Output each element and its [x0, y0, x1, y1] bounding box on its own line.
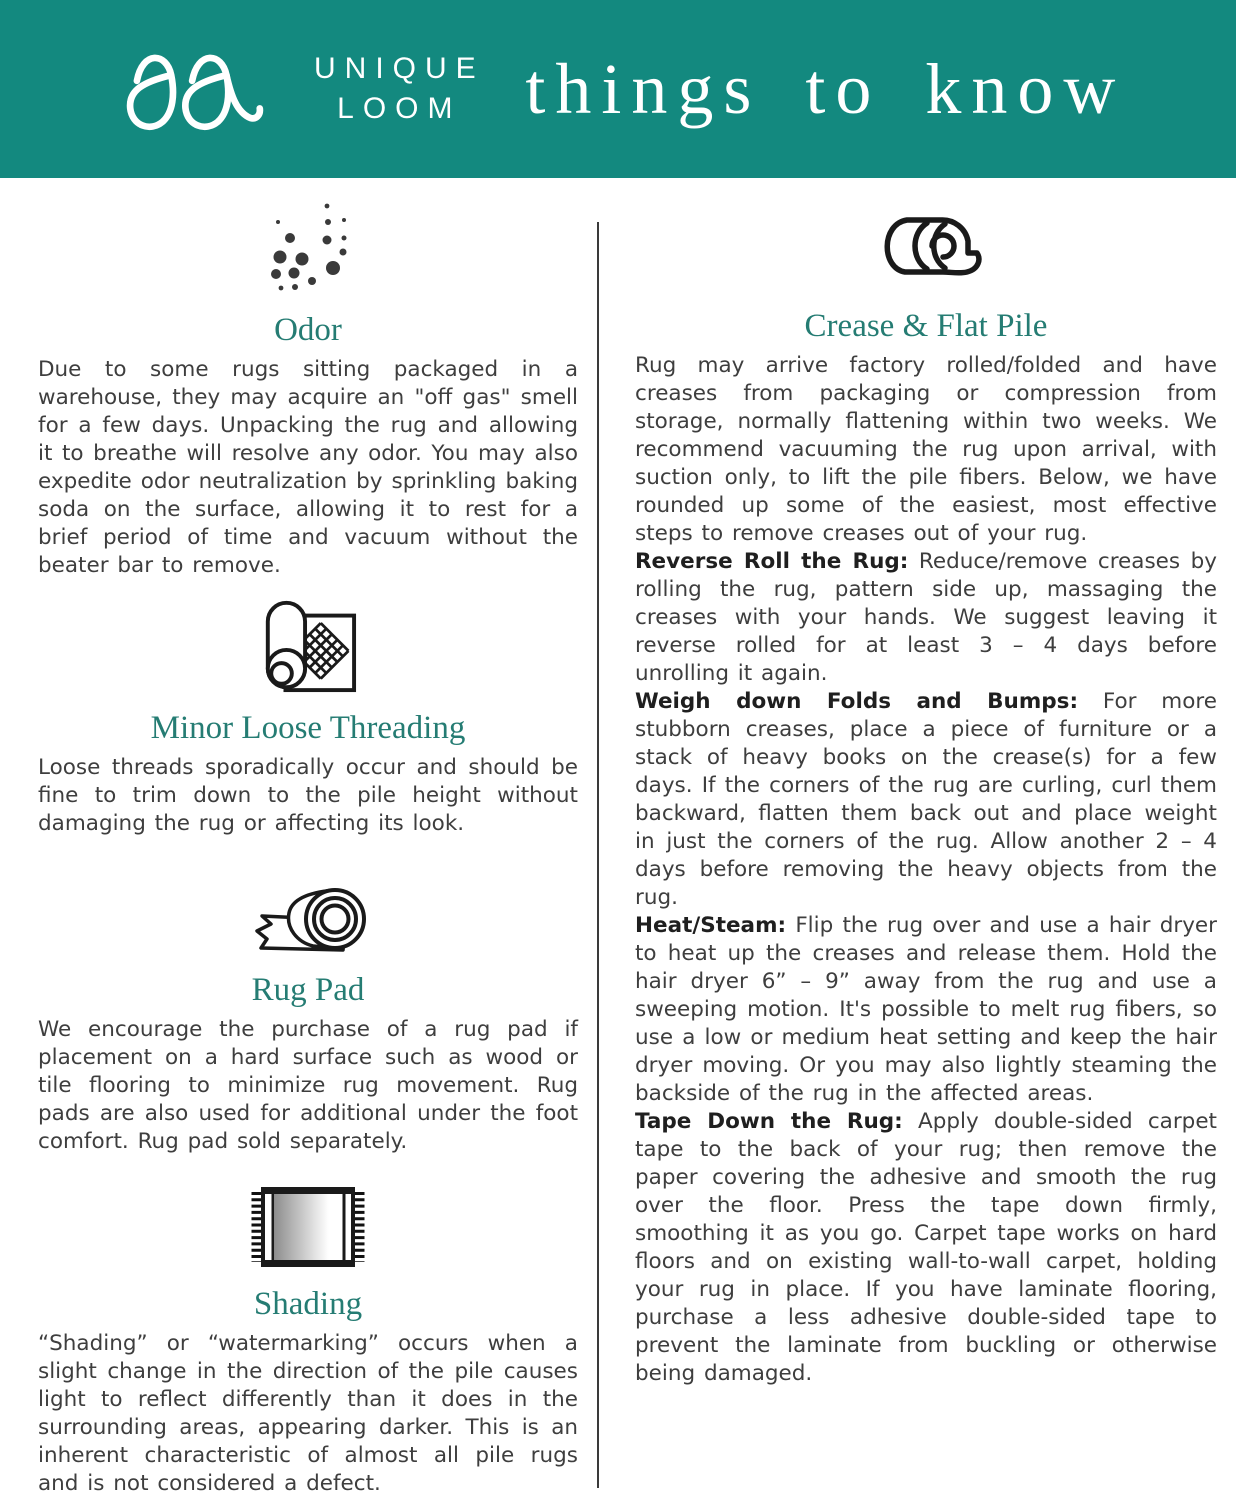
section-shading [38, 1156, 578, 1498]
tip-heat-steam [635, 912, 1217, 1108]
section-heading: Minor Loose Threading [150, 710, 466, 746]
rolled-rug-icon [635, 178, 1217, 284]
unrolling-rug-icon [38, 580, 578, 700]
tip-text: For more stubborn creases, place a piece of furniture or a stack of heavy books on the crease(s) for a few days. If the corners of the rug are curling, curl them backward, flatten them back out and place weight in just the corners of the rug. Allow another 2 – 4 days before removing the heavy objects from the rug. [635, 689, 1217, 910]
tip-label: Heat/Steam: [635, 913, 787, 938]
section-body: We encourage the purchase of a rug pad if placement on a hard surface such as wood or tile flooring to minimize rug movement. Rug pads are also used for additional under the foot comfort. Rug pad sold separately. [38, 1017, 578, 1154]
tip-text: Reduce/remove creases by rolling the rug, pattern side up, massaging the creases with your hands. We suggest leaving it reverse rolled for at least 3 – 4 days before unrolling it again. [635, 549, 1217, 686]
section-heading: Shading [253, 1286, 363, 1322]
section-heading: Crease & Flat Pile [804, 308, 1048, 344]
content [0, 178, 1236, 1500]
section-odor [38, 178, 578, 580]
section-rug-pad [38, 838, 578, 1156]
tip-tape-down [635, 1108, 1217, 1388]
section-heading: Odor [274, 312, 342, 348]
shading-rug-icon [38, 1156, 578, 1276]
tip-label: Weigh down Folds and Bumps: [635, 689, 1079, 714]
odor-dots-icon [38, 178, 578, 296]
section-body: Due to some rugs sitting packaged in a warehouse, they may acquire an "off gas" smell for a few days. Unpacking the rug and allowing it to breathe will resolve any odor. You may also expedite odor neutralization by sprinkling baking soda on the surface, allowing it to rest for a brief period of time and vacuum without the beater bar to remove. [38, 357, 578, 578]
tip-label: Tape Down the Rug: [635, 1109, 903, 1134]
crease-intro: Rug may arrive factory rolled/folded and have creases from packaging or compression from storage, normally flattening within two weeks. We recommend vacuuming the rug upon arrival, with suction only, to lift the pile fibers. Below, we have rounded up some of the easiest, most effective steps to remove creases out of your rug. [635, 353, 1217, 546]
tip-reverse-roll [635, 548, 1217, 688]
banner [0, 0, 1236, 178]
rug-pad-roll-icon [38, 838, 578, 962]
column-divider [597, 222, 599, 1488]
section-body: Loose threads sporadically occur and should be fine to trim down to the pile height without damaging the rug or affecting its look. [38, 755, 578, 836]
section-heading: Rug Pad [251, 972, 365, 1008]
unique-loom-logo [100, 37, 290, 141]
left-column [38, 178, 578, 1500]
section-body: “Shading” or “watermarking” occurs when a slight change in the direction of the pile causes light to reflect differently than it does in the surrounding areas, appearing darker. This is an inherent characteristic of almost all pile rugs and is not considered a defect. [38, 1331, 578, 1496]
tip-text: Flip the rug over and use a hair dryer to heat up the creases and release them. Hold the hair dryer 6” – 9” away from the rug and use a sweeping motion. It's possible to melt rug fibers, so use a low or medium heat setting and keep the hair dryer moving. Or you may also lightly steaming the backside of the rug in the affected areas. [635, 913, 1217, 1106]
tip-text: Apply double-sided carpet tape to the back of your rug; then remove the paper covering the adhesive and smooth the rug over the floor. Press the tape down firmly, smoothing it as you go. Carpet tape works on hard floors and on existing wall-to-wall carpet, holding your rug in place. If you have laminate flooring, purchase a less adhesive double-sided tape to prevent the laminate from buckling or otherwise being damaged. [635, 1109, 1217, 1386]
brand-wordmark [314, 49, 485, 129]
brand-line1: UNIQUE [314, 52, 485, 85]
page-title: things to know [525, 48, 1126, 129]
tip-weigh-down [635, 688, 1217, 912]
section-minor-loose-threading [38, 580, 578, 838]
tip-label: Reverse Roll the Rug: [635, 549, 909, 574]
brand-line2: LOOM [337, 92, 462, 125]
right-column [635, 178, 1217, 1500]
